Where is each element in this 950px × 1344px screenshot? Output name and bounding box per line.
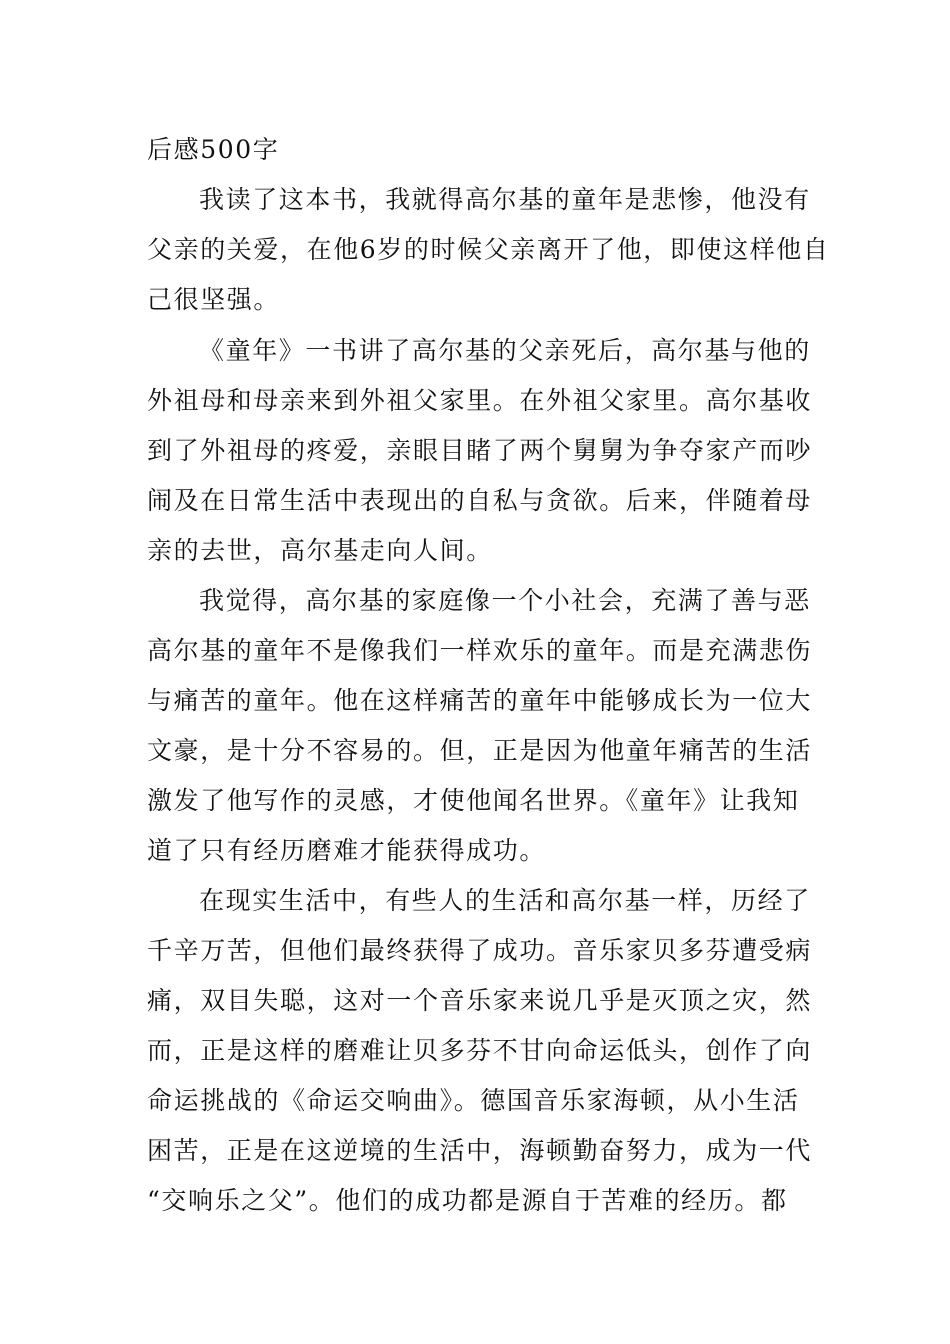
text-line: 千辛万苦，但他们最终获得了成功。音乐家贝多芬遭受病 [147,936,813,965]
text-line: 亲的去世，高尔基走向人间。 [147,536,493,565]
text-line: 己很坚强。 [147,285,281,314]
text-line: 痛，双目失聪，这对一个音乐家来说几乎是灭顶之灾，然 [147,986,813,1015]
text-line: 文豪，是十分不容易的。但，正是因为他童年痛苦的生活 [147,736,813,765]
text-line: 《童年》一书讲了高尔基的父亲死后，高尔基与他的 [199,336,811,365]
text-line: 我觉得，高尔基的家庭像一个小社会，充满了善与恶 [199,586,811,615]
text-line: 到了外祖母的疼爱，亲眼目睹了两个舅舅为争夺家产而吵 [147,436,813,465]
text-line: 道了只有经历磨难才能获得成功。 [147,836,547,865]
text-line: 我读了这本书，我就得高尔基的童年是悲惨，他没有 [199,185,811,214]
text-line: 闹及在日常生活中表现出的自私与贪欲。后来，伴随着母 [147,486,813,515]
text-line: 外祖母和母亲来到外祖父家里。在外祖父家里。高尔基收 [147,386,813,415]
text-line: 激发了他写作的灵感，才使他闻名世界。《童年》让我知 [147,786,800,815]
text-line: 在现实生活中，有些人的生活和高尔基一样，历经了 [199,886,811,915]
text-line: 后感500字 [147,135,280,164]
text-line: “交响乐之父”。他们的成功都是源自于苦难的经历。都 [147,1186,788,1215]
text-line: 困苦，正是在这逆境的生活中，海顿勤奋努力，成为一代 [147,1136,813,1165]
text-line: 与痛苦的童年。他在这样痛苦的童年中能够成长为一位大 [147,686,813,715]
text-line: 父亲的关爱，在他6岁的时候父亲离开了他，即使这样他自 [147,235,830,264]
text-line: 高尔基的童年不是像我们一样欢乐的童年。而是充满悲伤 [147,636,813,665]
text-line: 命运挑战的《命运交响曲》。德国音乐家海顿，从小生活 [147,1086,800,1115]
text-line: 而，正是这样的磨难让贝多芬不甘向命运低头，创作了向 [147,1036,813,1065]
